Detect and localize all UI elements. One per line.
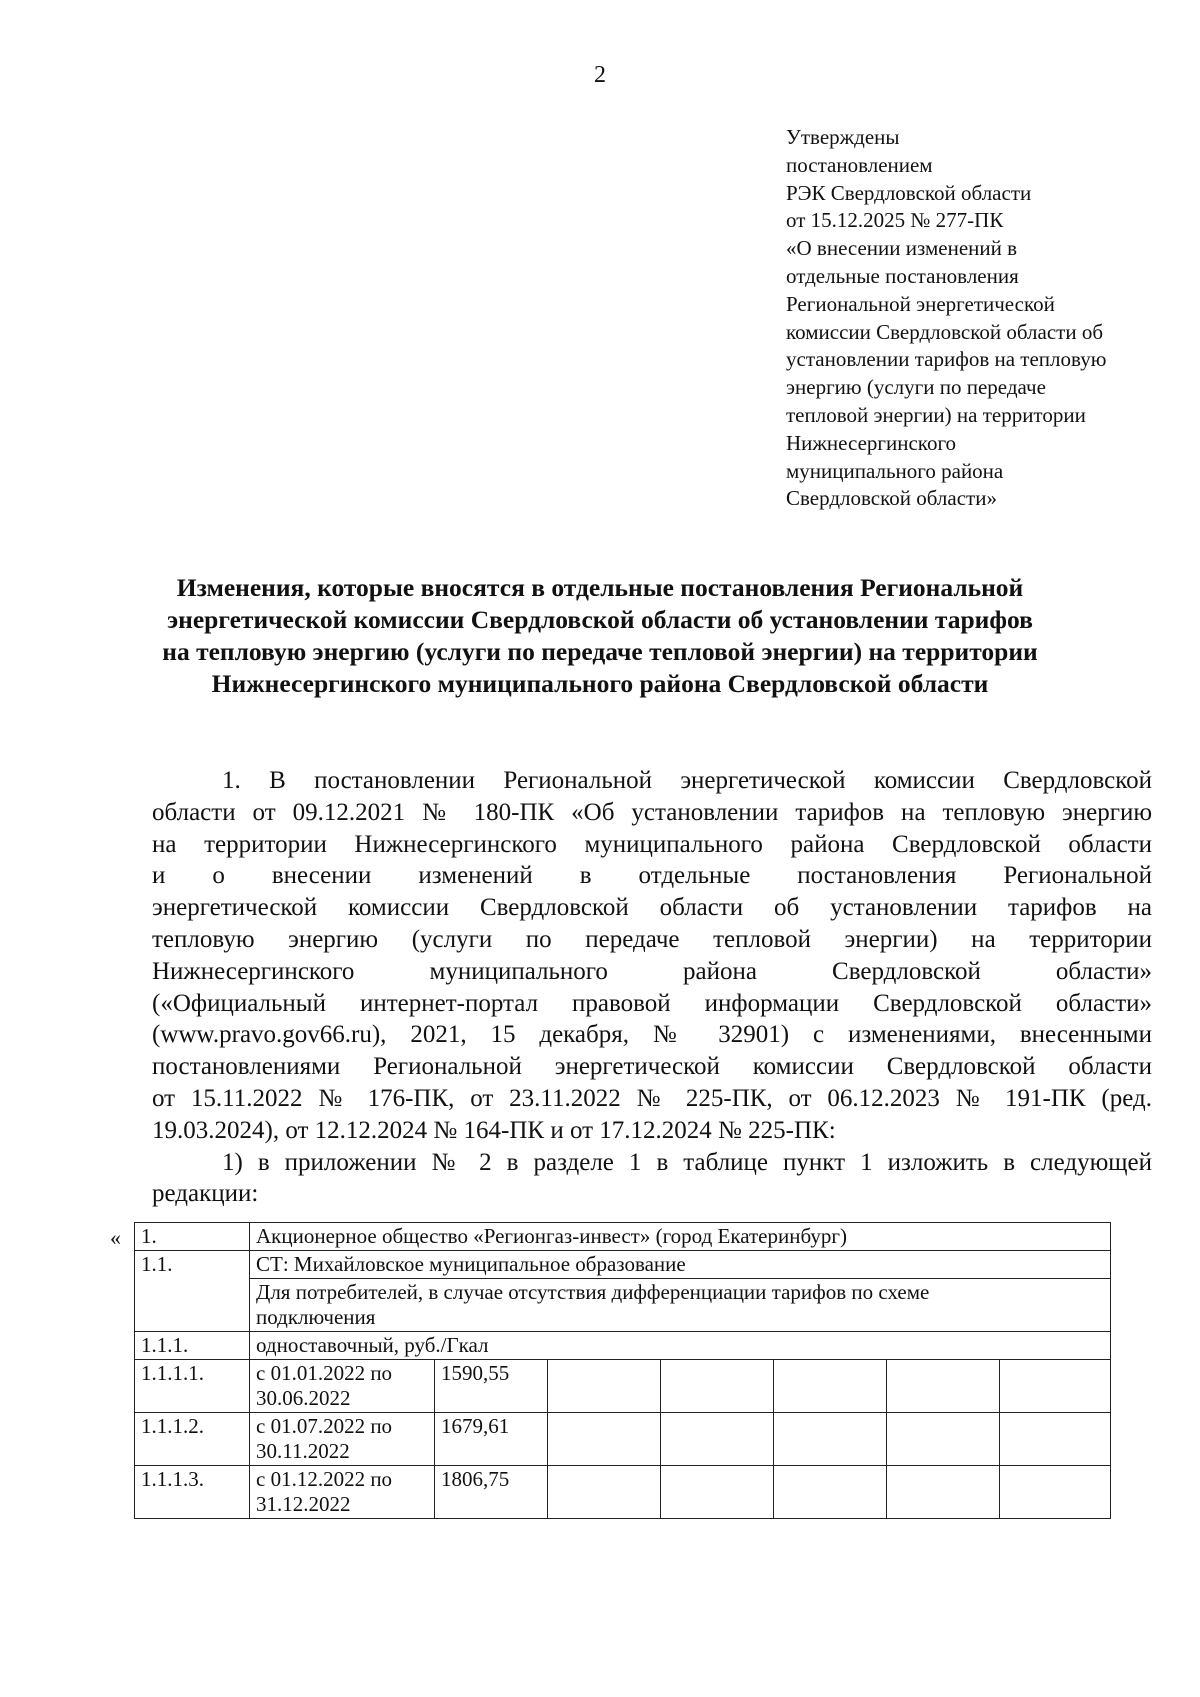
- empty-cell: [661, 1413, 774, 1466]
- body-line: 19.03.2024), от 12.12.2024 № 164-ПК и от 17.12.2024 № 225-ПК:: [152, 1116, 836, 1144]
- approval-line: тепловой энергии) на территории: [786, 402, 1086, 427]
- row-number: 1.1.1.: [135, 1332, 250, 1360]
- body-line: и о внесении изменений в отдельные постановления Региональной: [152, 862, 1152, 890]
- empty-cell: [1000, 1413, 1111, 1466]
- title-line: энергетической комиссии Свердловской области об установлении тарифов: [167, 605, 1033, 634]
- consumer-group: [250, 1279, 1111, 1332]
- body-line: (www.pravo.gov66.ru), 2021, 15 декабря, № 32901) с изменениями, внесенными: [152, 1021, 1152, 1049]
- approval-line: постановлением: [786, 152, 933, 177]
- empty-cell: [887, 1360, 1000, 1413]
- approval-line: муниципального района: [786, 458, 1004, 483]
- period-start: с 01.07.2022 по: [256, 1414, 393, 1438]
- row-number: 1.1.1.1.: [135, 1360, 250, 1413]
- period-end: 30.06.2022: [256, 1386, 351, 1410]
- company-name: Акционерное общество «Регионгаз-инвест» (город Екатеринбург): [250, 1223, 1111, 1251]
- row-number: 1.1.1.3.: [135, 1466, 250, 1519]
- empty-cell: [1000, 1466, 1111, 1519]
- approval-line: Утверждены: [786, 125, 900, 149]
- tariff-value: 1679,61: [435, 1413, 548, 1466]
- system-name: СТ: Михайловское муниципальное образование: [250, 1251, 1111, 1279]
- table-row: [135, 1251, 1111, 1279]
- document-body: [152, 765, 1152, 1210]
- body-line: тепловую энергию (услуги по передаче тепловой энергии) на территории: [152, 925, 1152, 953]
- tariff-value: 1590,55: [435, 1360, 548, 1413]
- tariff-type: одноставочный, руб./Гкал: [250, 1332, 1111, 1360]
- empty-cell: [1000, 1360, 1111, 1413]
- approval-line: отдельные постановления: [786, 263, 1019, 288]
- period-cell: [250, 1413, 435, 1466]
- approval-line: Региональной энергетической: [786, 291, 1055, 316]
- open-quote-mark: «: [110, 1225, 121, 1250]
- row-number: 1.: [135, 1223, 250, 1251]
- empty-cell: [774, 1360, 887, 1413]
- empty-cell: [548, 1466, 661, 1519]
- document-title: [120, 572, 1080, 700]
- approval-line: «О внесении изменений в: [786, 236, 1018, 261]
- body-line: редакции:: [152, 1180, 259, 1208]
- period-cell: [250, 1466, 435, 1519]
- body-line: от 15.11.2022 № 176-ПК, от 23.11.2022 № 225-ПК, от 06.12.2023 № 191-ПК (ред.: [152, 1084, 1152, 1112]
- empty-cell: [887, 1466, 1000, 1519]
- tariff-value: 1806,75: [435, 1466, 548, 1519]
- body-line: на территории Нижнесергинского муниципального района Свердловской области: [152, 830, 1152, 858]
- table-row: [135, 1360, 1111, 1413]
- table-row: [135, 1332, 1111, 1360]
- approval-line: Нижнесергинского: [786, 430, 957, 455]
- table-row: [135, 1413, 1111, 1466]
- table-row: [135, 1279, 1111, 1332]
- title-line: на тепловую энергию (услуги по передаче тепловой энергии) на территории: [162, 637, 1038, 666]
- body-line: энергетической комиссии Свердловской области об установлении тарифов на: [152, 894, 1152, 922]
- consumer-group-line: Для потребителей, в случае отсутствия дифференциации тарифов по схеме: [256, 1280, 930, 1304]
- row-number: 1.1.1.2.: [135, 1413, 250, 1466]
- body-line: постановлениями Региональной энергетической комиссии Свердловской области: [152, 1053, 1152, 1081]
- body-line: («Официальный интернет-портал правовой информации Свердловской области»: [152, 989, 1152, 1017]
- body-line: 1. В постановлении Региональной энергетической комиссии Свердловской: [222, 767, 1152, 794]
- page-number: 2: [594, 62, 606, 88]
- empty-cell: [774, 1466, 887, 1519]
- body-line: 1) в приложении № 2 в разделе 1 в таблице пункт 1 изложить в следующей: [222, 1148, 1152, 1176]
- body-line: области от 09.12.2021 № 180-ПК «Об установлении тарифов на тепловую энергию: [152, 798, 1152, 826]
- body-line: Нижнесергинского муниципального района Свердловской области»: [152, 957, 1152, 985]
- approval-line: установлении тарифов на тепловую: [786, 347, 1107, 372]
- empty-cell: [548, 1360, 661, 1413]
- consumer-group-line: подключения: [256, 1305, 376, 1329]
- approval-line: Свердловской области»: [786, 486, 997, 511]
- title-line: Нижнесергинского муниципального района Свердловской области: [211, 669, 989, 698]
- period-end: 31.12.2022: [256, 1492, 351, 1516]
- empty-cell: [661, 1360, 774, 1413]
- empty-cell: [774, 1413, 887, 1466]
- period-cell: [250, 1360, 435, 1413]
- row-number: 1.1.: [135, 1251, 250, 1332]
- approval-block: [786, 124, 1186, 513]
- approval-line: комиссии Свердловской области об: [786, 319, 1104, 344]
- tariff-table: [134, 1222, 1111, 1519]
- period-start: с 01.01.2022 по: [256, 1361, 393, 1385]
- period-end: 30.11.2022: [256, 1439, 350, 1463]
- approval-line: РЭК Свердловской области: [786, 180, 1032, 205]
- approval-line: от 15.12.2025 № 277-ПК: [786, 208, 1004, 233]
- empty-cell: [661, 1466, 774, 1519]
- title-line: Изменения, которые вносятся в отдельные постановления Региональной: [176, 573, 1024, 602]
- table-row: [135, 1466, 1111, 1519]
- approval-line: энергию (услуги по передаче: [786, 375, 1046, 400]
- period-start: с 01.12.2022 по: [256, 1467, 393, 1491]
- empty-cell: [548, 1413, 661, 1466]
- empty-cell: [887, 1413, 1000, 1466]
- table-row: [135, 1223, 1111, 1251]
